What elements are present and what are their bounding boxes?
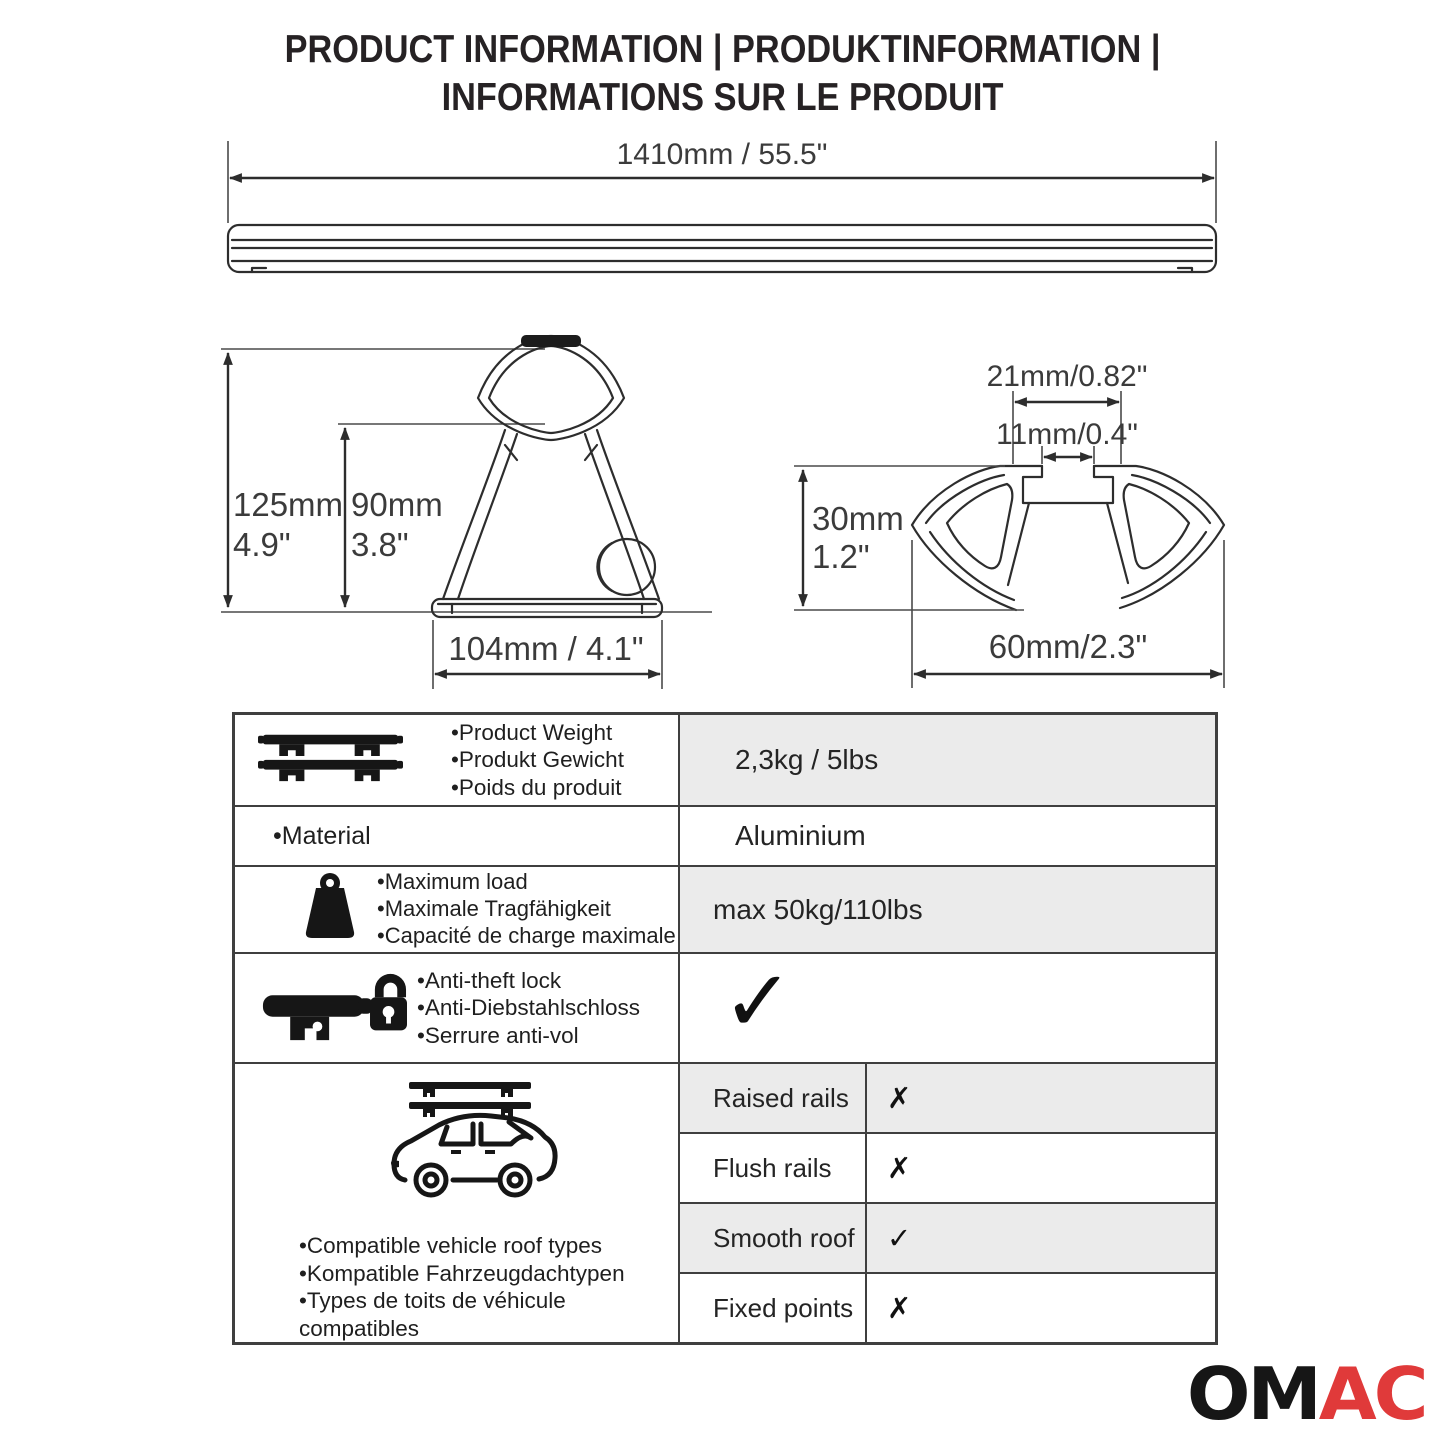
- table-row-roof-types: [235, 1062, 1215, 1342]
- dim-profile-top-width: 21mm/0.82": [986, 360, 1148, 393]
- foot-side-view-drawing: [221, 335, 712, 689]
- material-value: Aluminium: [735, 819, 866, 851]
- dim-profile-bottom-width: 60mm/2.3": [988, 628, 1148, 665]
- label-line: •Material: [273, 821, 371, 850]
- dim-foot-inner-height-in: 3.8": [351, 526, 409, 563]
- table-row-material: [235, 805, 1215, 866]
- anti-theft-label-cell: [235, 954, 680, 1062]
- material-value-cell: [680, 807, 1215, 866]
- flush-rails-label: Flush rails: [680, 1134, 867, 1202]
- label-line: •Anti-theft lock: [417, 967, 562, 993]
- subrow-raised-rails: [680, 1064, 1215, 1132]
- roof-types-labels: [235, 1232, 625, 1342]
- bar-profile-drawing: [794, 360, 1224, 688]
- fixed-points-label: Fixed points: [680, 1274, 867, 1342]
- label-line: •Serrure anti-vol: [417, 1022, 579, 1048]
- subrow-smooth-roof: [680, 1202, 1215, 1272]
- subrow-flush-rails: [680, 1132, 1215, 1202]
- omac-logo: [1186, 1352, 1425, 1436]
- max-load-label-cell: [235, 867, 680, 952]
- table-row-weight: [235, 715, 1215, 805]
- material-label-cell: [235, 807, 680, 866]
- label-line: •Product Weight: [451, 719, 613, 745]
- page-title: [87, 26, 1359, 121]
- material-labels: [273, 821, 371, 852]
- dim-bar-length: 1410mm / 55.5": [616, 138, 828, 171]
- max-load-labels: [377, 869, 676, 949]
- crossbars-icon: [258, 731, 403, 788]
- dim-profile-slot-width: 11mm/0.4": [996, 418, 1138, 451]
- label-line: •Capacité de charge maximale: [377, 923, 676, 949]
- weight-block-icon: [299, 872, 361, 947]
- omac-logo-red-part: AC: [1318, 1352, 1425, 1436]
- fixed-points-mark: ✗: [887, 1291, 912, 1326]
- max-load-value: max 50kg/110lbs: [713, 893, 923, 925]
- label-line: •Maximum load: [377, 869, 528, 895]
- page-title-line1: PRODUCT INFORMATION | PRODUKTINFORMATION |: [284, 28, 1161, 71]
- subrow-fixed-points: [680, 1272, 1215, 1342]
- weight-label-cell: [235, 715, 680, 805]
- flush-rails-mark: ✗: [887, 1151, 912, 1186]
- label-line: •Maximale Tragfähigkeit: [377, 896, 611, 922]
- page-title-line2: INFORMATIONS SUR LE PRODUIT: [441, 75, 1004, 119]
- bar-top-view-drawing: [228, 138, 1216, 272]
- lock-icon: [261, 966, 407, 1051]
- label-line: compatibles: [299, 1315, 420, 1341]
- raised-rails-mark: ✗: [887, 1081, 912, 1116]
- weight-value-cell: [680, 715, 1215, 805]
- roof-types-label-cell: [235, 1064, 680, 1342]
- technical-drawings: [0, 130, 1445, 710]
- roof-types-subtable: [680, 1064, 1215, 1342]
- label-line: •Poids du produit: [451, 774, 622, 800]
- dim-foot-height-mm: 125mm: [233, 486, 344, 523]
- anti-theft-value-cell: [680, 954, 1215, 1062]
- max-load-value-cell: [680, 867, 1215, 952]
- table-row-anti-theft: [235, 952, 1215, 1062]
- table-row-max-load: [235, 865, 1215, 952]
- dim-profile-height-mm: 30mm: [812, 500, 904, 537]
- label-line: •Anti-Diebstahlschloss: [417, 995, 640, 1021]
- smooth-roof-label: Smooth roof: [680, 1204, 867, 1272]
- dim-profile-height-in: 1.2": [812, 538, 870, 575]
- label-line: •Types de toits de véhicule: [299, 1288, 566, 1314]
- label-line: •Produkt Gewicht: [451, 747, 624, 773]
- anti-theft-labels: [417, 967, 640, 1049]
- dim-foot-inner-height-mm: 90mm: [351, 486, 443, 523]
- omac-logo-black-part: OM: [1186, 1352, 1319, 1436]
- smooth-roof-mark: ✓: [887, 1221, 912, 1256]
- weight-labels: [451, 719, 624, 801]
- weight-value: 2,3kg / 5lbs: [735, 743, 879, 775]
- label-line: •Compatible vehicle roof types: [299, 1233, 603, 1259]
- dim-foot-base-width: 104mm / 4.1": [448, 630, 644, 667]
- dim-foot-height-in: 4.9": [233, 526, 291, 563]
- raised-rails-label: Raised rails: [680, 1064, 867, 1132]
- spec-table: [232, 712, 1218, 1345]
- label-line: •Kompatible Fahrzeugdachtypen: [299, 1260, 625, 1286]
- car-roof-rack-icon: [253, 1080, 696, 1208]
- anti-theft-checkmark: ✓: [722, 952, 795, 1053]
